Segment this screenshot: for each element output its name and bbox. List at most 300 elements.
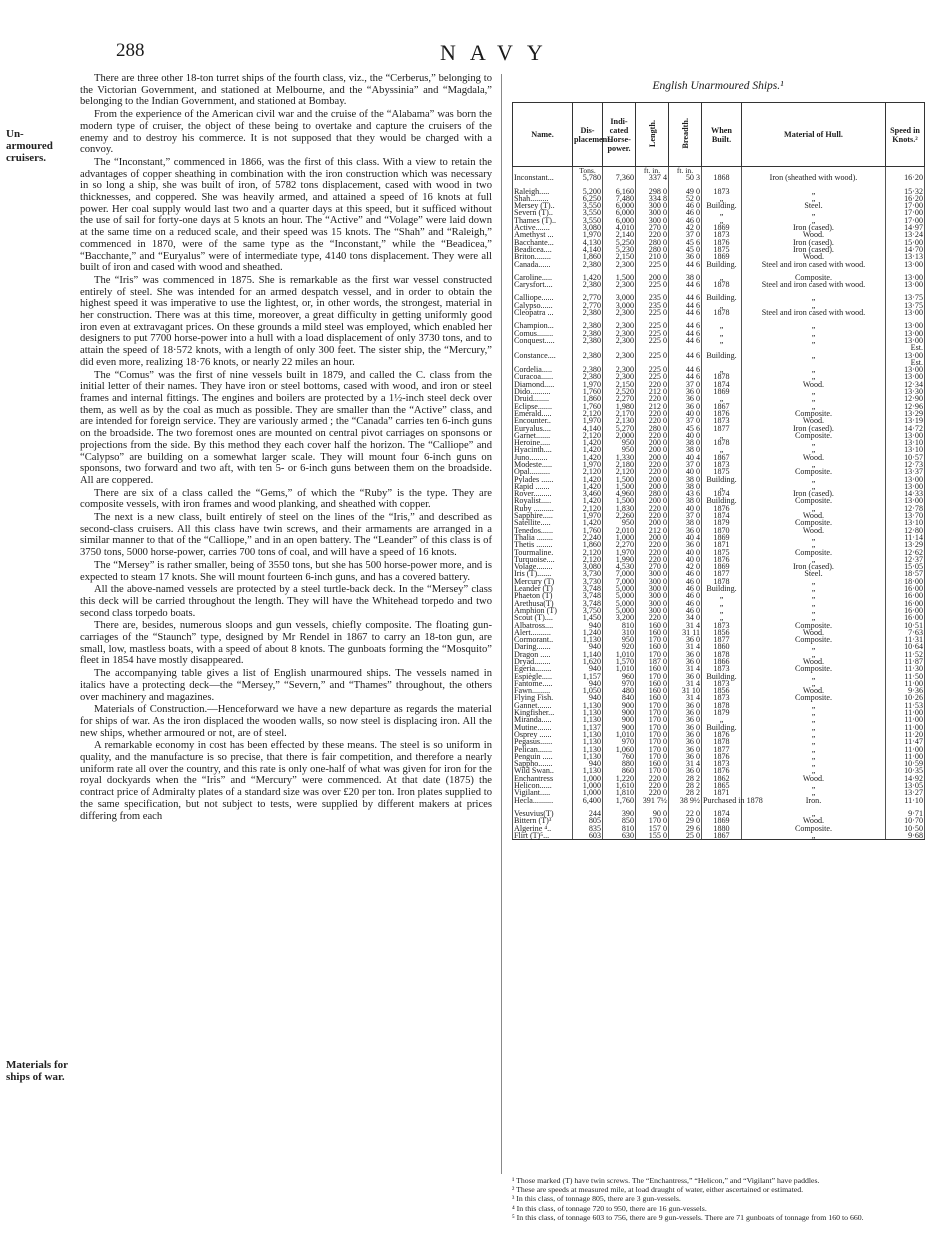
table-cell: 6,000 [603, 217, 636, 224]
table-cell: „ [742, 738, 886, 745]
table-cell: 11·14 [886, 534, 925, 541]
table-cell: 1869 [702, 563, 742, 570]
table-cell: Bittern (T)³ [513, 817, 573, 824]
table-row [513, 174, 925, 181]
table-cell: Constance.... [513, 352, 573, 359]
table-cell: „ [742, 592, 886, 599]
table-cell: 300 0 [636, 600, 669, 607]
table-cell: Hecla.......... [513, 797, 573, 804]
table-cell: 160 0 [636, 622, 669, 629]
table-cell: 42 0 [669, 563, 702, 570]
table-cell: 46 0 [669, 600, 702, 607]
table-cell: 2,240 [573, 534, 603, 541]
table-cell: 1,010 [603, 665, 636, 672]
table-cell: 13·27 [886, 789, 925, 796]
table-cell: 1878 [702, 651, 742, 658]
table-cell: 1,130 [573, 716, 603, 723]
table-cell: 1876 [702, 505, 742, 512]
table-cell: 45 0 [669, 246, 702, 253]
table-cell: 46 0 [669, 607, 702, 614]
table-cell: 300 0 [636, 217, 669, 224]
table-cell: 7,360 [603, 174, 636, 181]
table-cell: 3,748 [573, 600, 603, 607]
table-cell: 950 [603, 519, 636, 526]
column-divider [501, 74, 502, 1174]
table-cell: 200 0 [636, 534, 669, 541]
table-cell: Carysfort.... [513, 281, 573, 288]
table-cell: Caroline..... [513, 274, 573, 281]
table-cell: 1,420 [573, 497, 603, 504]
table-cell: Tourmaline. [513, 549, 573, 556]
table-cell: „ [742, 483, 886, 490]
table-cell: 1,000 [573, 775, 603, 782]
table-cell: 11·00 [886, 680, 925, 687]
table-cell: Iron (cased). [742, 563, 886, 570]
table-cell: 225 0 [636, 366, 669, 373]
table-cell: Egeria........ [513, 665, 573, 672]
table-cell: 1,157 [573, 673, 603, 680]
table-row [513, 261, 925, 268]
table-cell: 42 0 [669, 224, 702, 231]
table-row [513, 322, 925, 329]
table-cell: 13·75 [886, 294, 925, 301]
table-cell: 14·72 [886, 425, 925, 432]
table-cell: 18·57 [886, 570, 925, 577]
table-cell: 1,610 [603, 782, 636, 789]
margin-note-materials: Materials for ships of war. [6, 1059, 68, 1083]
table-cell: 390 [603, 810, 636, 817]
table-cell: Wood. [742, 687, 886, 694]
table-cell: „ [742, 731, 886, 738]
body-paragraph: The “Iris” was commenced in 1875. She is remarkable as the first war vessel constructed entirely of steel. She was intended for an armed despatch vessel, and in order to obtain the highest speed it was imperative to use the lightest, or, in other words, the strongest, material in her construction. There was at this time, moreover, a great difficulty in getting uniformly good iron even at extravagant prices. On these grounds a mild steel was employed, which enabled her designers to put 7700 horse-power into a hull with a load displacement of only 3730 tons, and to attain the speed of 18·572 knots, with a length of only 300 feet. The sister ship, the “Mercury,” did even more, realizing 18·76 knots, or nearly 22 miles an hour. [80, 274, 492, 368]
table-cell: 1,420 [573, 519, 603, 526]
table-cell: 2,520 [603, 388, 636, 395]
table-cell: Bacchante... [513, 239, 573, 246]
table-cell: 1,130 [573, 636, 603, 643]
table-cell: 1876 [702, 239, 742, 246]
table-cell: Dragon ..... [513, 651, 573, 658]
table-cell: 1,420 [573, 483, 603, 490]
table-cell: Composite. [742, 468, 886, 475]
table-cell: 480 [603, 687, 636, 694]
table-cell: Composite. [742, 519, 886, 526]
table-cell: „ [742, 395, 886, 402]
table-cell: 13·29 [886, 410, 925, 417]
table-cell: „ [742, 446, 886, 453]
table-cell: Emerald..... [513, 410, 573, 417]
table-cell: Cleopatra ... [513, 309, 573, 316]
table-cell: 2,120 [573, 549, 603, 556]
table-row [513, 709, 925, 716]
table-cell: 2,380 [573, 352, 603, 359]
table-cell: 160 0 [636, 643, 669, 650]
table-row [513, 352, 925, 359]
table-cell: „ [742, 352, 886, 359]
table-cell: 2,010 [603, 527, 636, 534]
table-cell: Thetis ........ [513, 541, 573, 548]
table-cell: 13·00 [886, 309, 925, 316]
table-cell: 13·10 [886, 519, 925, 526]
table-cell: 12·73 [886, 461, 925, 468]
table-cell: Daring....... [513, 643, 573, 650]
table-cell: Ruby .......... [513, 505, 573, 512]
table-cell: 12·37 [886, 556, 925, 563]
table-cell: 36 0 [669, 395, 702, 402]
table-cell: 1,240 [573, 629, 603, 636]
table-cell: 1873 [702, 680, 742, 687]
table-cell: 44 6 [669, 281, 702, 288]
table-cell: 940 [573, 622, 603, 629]
table-cell: 13·00 [886, 497, 925, 504]
table-cell: 310 [603, 629, 636, 636]
table-cell: 760 [603, 753, 636, 760]
table-cell: 1877 [702, 425, 742, 432]
page-number: 288 [116, 40, 145, 61]
table-cell: 170 0 [636, 702, 669, 709]
table-cell: 7,000 [603, 578, 636, 585]
table-cell: 25 0 [669, 832, 702, 840]
table-cell: 3,200 [603, 614, 636, 621]
table-cell: 1875 [702, 246, 742, 253]
table-cell: „ [742, 505, 886, 512]
table-cell: 4,140 [573, 246, 603, 253]
table-cell: 1,000 [573, 782, 603, 789]
table-cell: 155 0 [636, 832, 669, 840]
table-cell: 2,380 [573, 373, 603, 380]
table-cell: 220 0 [636, 614, 669, 621]
table-cell: 170 0 [636, 746, 669, 753]
table-cell: „ [742, 476, 886, 483]
table-cell: 170 0 [636, 636, 669, 643]
footnotes [512, 1176, 924, 1222]
table-cell: 3,080 [573, 563, 603, 570]
table-cell: 1,420 [573, 439, 603, 446]
table-cell: 2,380 [573, 366, 603, 373]
col-header-horsepower: Indi-cated Horse-power. [603, 103, 636, 167]
table-cell: 2,300 [603, 322, 636, 329]
table-cell: 2,380 [573, 337, 603, 344]
table-cell: „ [702, 366, 742, 373]
table-cell: 225 0 [636, 322, 669, 329]
table-cell: „ [702, 607, 742, 614]
table-cell: 2,380 [573, 281, 603, 288]
table-cell: 212 0 [636, 403, 669, 410]
table-cell: 1877 [702, 746, 742, 753]
table-cell: Steel. [742, 570, 886, 577]
table-cell: Active....... [513, 224, 573, 231]
table-cell: Kingfisher... [513, 709, 573, 716]
col-header-breadth [669, 103, 702, 167]
table-cell: „ [702, 592, 742, 599]
units-cell: ft. in. [669, 167, 702, 175]
table-cell: Opal.......... [513, 468, 573, 475]
table-cell: Composite. [742, 825, 886, 832]
table-cell: Iron. [742, 797, 886, 804]
table-cell: 1873 [702, 694, 742, 701]
table-cell: 1,570 [603, 658, 636, 665]
table-cell: 225 0 [636, 373, 669, 380]
table-cell: Composite. [742, 432, 886, 439]
body-paragraph: The “Mersey” is rather smaller, being of 3550 tons, but she has 500 horse-power more, and is expected to steam 17 knots. She will mount fourteen 6-inch guns, and has a covered battery. [80, 559, 492, 583]
table-cell: Helicon...... [513, 782, 573, 789]
col-header-material: Material of Hull. [742, 103, 886, 167]
table-cell: 2,380 [573, 322, 603, 329]
table-cell: „ [702, 274, 742, 281]
table-cell: 36 0 [669, 541, 702, 548]
table-cell: 38 0 [669, 446, 702, 453]
table-cell: 37 0 [669, 512, 702, 519]
table-row [513, 592, 925, 599]
table-cell: 5,270 [603, 425, 636, 432]
table-cell: Flying Fish. [513, 694, 573, 701]
body-paragraph: The accompanying table gives a list of English unarmoured ships. The vessels named in italics have a protecting deck—the “Mersey,” “Severn,” and “Thames” throughout, the others over machinery and magazines. [80, 668, 492, 703]
table-cell: 900 [603, 724, 636, 731]
table-cell: Tenedos...... [513, 527, 573, 534]
table-row [513, 439, 925, 446]
units-cell: Tons. [573, 167, 603, 175]
table-cell: 36 0 [669, 673, 702, 680]
table-cell: 1870 [702, 527, 742, 534]
body-paragraph: The next is a new class, built entirely of steel on the lines of the “Iris,” and described as second-class cruisers. All this class have twin screws, and their armaments are arranged in a similar manner to that of the “Calliope,” and in an open battery. The “Leander” of this class is of 3750 tons, 5000 horse-power, carries 700 tons of coal, and will have a speed of 16 knots. [80, 512, 492, 559]
table-cell: 12·96 [886, 403, 925, 410]
table-cell: Vigilant..... [513, 789, 573, 796]
table-cell: 2,380 [573, 261, 603, 268]
table-cell: „ [742, 760, 886, 767]
table-cell: 880 [603, 760, 636, 767]
table-cell: „ [742, 585, 886, 592]
table-cell: 13·00 [886, 483, 925, 490]
table-row [513, 281, 925, 288]
table-cell: 6,000 [603, 202, 636, 209]
table-cell: 1878 [702, 309, 742, 316]
table-cell: 170 0 [636, 651, 669, 658]
table-cell: 31 11 [669, 629, 702, 636]
table-cell: 3,750 [573, 607, 603, 614]
table-cell: 2,150 [603, 253, 636, 260]
table-cell: 200 0 [636, 454, 669, 461]
table-cell: 940 [573, 760, 603, 767]
table-cell: 225 0 [636, 337, 669, 344]
table-cell: Composite. [742, 665, 886, 672]
table-cell: „ [702, 432, 742, 439]
table-cell: 170 0 [636, 767, 669, 774]
table-cell: 1,970 [603, 549, 636, 556]
table-cell: 10·59 [886, 760, 925, 767]
table-cell: 1878 [702, 738, 742, 745]
table-cell: 90 0 [636, 810, 669, 817]
table-cell: „ [742, 789, 886, 796]
table-cell: 1,500 [603, 483, 636, 490]
table-cell: Building. [702, 261, 742, 268]
table-cell: 44 6 [669, 322, 702, 329]
table-cell: 38 0 [669, 519, 702, 526]
table-cell: Mersey (T).. [513, 202, 573, 209]
table-cell: „ [742, 403, 886, 410]
table-cell: 15·00 [886, 239, 925, 246]
table-cell: 200 0 [636, 274, 669, 281]
table-cell: 38 9½ [669, 797, 702, 804]
table-cell: „ [742, 767, 886, 774]
table-cell: 5,000 [603, 600, 636, 607]
table-cell: 45 6 [669, 239, 702, 246]
table-cell: 11·10 [886, 797, 925, 804]
table-cell: Iron (sheathed with wood). [742, 174, 886, 181]
table-cell: „ [702, 195, 742, 202]
table-cell: 31 10 [669, 687, 702, 694]
table-cell: 10·70 [886, 817, 925, 824]
table-cell: 1,830 [603, 505, 636, 512]
table-cell: 4,530 [603, 563, 636, 570]
table-cell: 220 0 [636, 432, 669, 439]
table-cell: 6,160 [603, 188, 636, 195]
table-cell: 1866 [702, 658, 742, 665]
table-cell: „ [742, 724, 886, 731]
table-cell: 220 0 [636, 417, 669, 424]
ships-table-wrapper [512, 102, 924, 840]
table-cell: 1869 [702, 224, 742, 231]
table-cell: Iron (cased). [742, 490, 886, 497]
table-cell: 10·57 [886, 454, 925, 461]
table-cell: 36 0 [669, 746, 702, 753]
table-cell: 37 0 [669, 231, 702, 238]
table-cell: 13·00 [886, 281, 925, 288]
table-cell: Inconstant... [513, 174, 573, 181]
table-cell: 9·68 [886, 832, 925, 840]
table-cell: „ [702, 302, 742, 309]
table-cell: 220 0 [636, 231, 669, 238]
table-cell: 37 0 [669, 381, 702, 388]
table-cell: 38 0 [669, 497, 702, 504]
table-cell: „ [702, 330, 742, 337]
table-cell: 300 0 [636, 570, 669, 577]
body-paragraph: There are three other 18-ton turret ships of the fourth class, viz., the “Cerberus,” belonging to the Victorian Government, and stationed at Melbourne, and the “Abyssinia” and “Magdala,” belonging to the Indian Government, and stationed at Bombay. [80, 73, 492, 108]
table-cell: „ [742, 810, 886, 817]
table-cell: 2,260 [603, 512, 636, 519]
table-cell: 1,130 [573, 753, 603, 760]
table-cell: 1,010 [603, 651, 636, 658]
table-cell: 12·78 [886, 505, 925, 512]
table-cell: 5,000 [603, 592, 636, 599]
table-row [513, 309, 925, 316]
table-cell: 17·00 [886, 217, 925, 224]
table-cell: „ [742, 302, 886, 309]
col-header-when-built: When Built. [702, 103, 742, 167]
table-cell: 200 0 [636, 483, 669, 490]
footnote: ² These are speeds at measured mile, at load draught of water, either ascertained or estimated. [512, 1185, 804, 1195]
table-row [513, 832, 925, 840]
table-cell: Wood. [742, 253, 886, 260]
table-cell: Encounter.. [513, 417, 573, 424]
table-cell: 160 0 [636, 665, 669, 672]
table-cell: 220 0 [636, 410, 669, 417]
table-cell: 2,120 [573, 410, 603, 417]
table-cell: Wood. [742, 381, 886, 388]
table-cell: 1,050 [573, 687, 603, 694]
table-cell: 2,270 [603, 541, 636, 548]
table-cell: 16·00 [886, 600, 925, 607]
table-cell: Thalia ........ [513, 534, 573, 541]
table-cell: 46 0 [669, 578, 702, 585]
table-cell: Wood. [742, 775, 886, 782]
table-cell: „ [742, 541, 886, 548]
table-cell: Building. [702, 585, 742, 592]
table-cell: 12·34 [886, 381, 925, 388]
table-cell: Est. [886, 344, 925, 351]
table-cell: „ [702, 600, 742, 607]
table-body [513, 167, 925, 840]
table-cell: 225 0 [636, 309, 669, 316]
footnote: ⁵ In this class, of tonnage 603 to 756, there are 9 gun-vessels. There are 71 gunboats of tonnage from 160 to 660. [512, 1212, 864, 1222]
table-cell: 1,420 [573, 476, 603, 483]
table-cell: 1879 [702, 519, 742, 526]
table-cell: 2,120 [603, 468, 636, 475]
table-cell: 170 0 [636, 738, 669, 745]
table-cell: 1878 [702, 578, 742, 585]
table-cell: 810 [603, 622, 636, 629]
table-cell: Mercury (T) [513, 578, 573, 585]
table-cell: Steel. [742, 202, 886, 209]
table-cell: Pelican....... [513, 746, 573, 753]
table-cell: 31 4 [669, 680, 702, 687]
footnote: ⁴ In this class, of tonnage 720 to 950, there are 16 gun-vessels. [512, 1203, 707, 1213]
table-cell: 940 [573, 694, 603, 701]
units-cell: ft. in. [636, 167, 669, 175]
table-cell: Briton........ [513, 253, 573, 260]
table-cell: 3,000 [603, 294, 636, 301]
table-cell: 36 0 [669, 636, 702, 643]
table-cell: 13·00 [886, 352, 925, 359]
table-cell: „ [742, 366, 886, 373]
table-cell: „ [742, 439, 886, 446]
table-cell: „ [742, 600, 886, 607]
table-cell: Flirt (T)⁵... [513, 832, 573, 840]
table-cell: Building. [702, 294, 742, 301]
table-cell: „ [742, 782, 886, 789]
table-cell: 5,780 [573, 174, 603, 181]
table-cell: 280 0 [636, 490, 669, 497]
table-cell: 36 0 [669, 738, 702, 745]
table-cell: 1869 [702, 253, 742, 260]
table-cell: 13·00 [886, 476, 925, 483]
table-cell: 45 6 [669, 425, 702, 432]
table-cell: 1856 [702, 629, 742, 636]
table-cell: 22 0 [669, 810, 702, 817]
table-cell: 920 [603, 643, 636, 650]
table-cell: 1874 [702, 810, 742, 817]
table-cell: Composite. [742, 549, 886, 556]
table-cell: 840 [603, 694, 636, 701]
table-cell: 18·00 [886, 578, 925, 585]
table-cell: 212 0 [636, 388, 669, 395]
table-row [513, 585, 925, 592]
table-cell: Modeste..... [513, 461, 573, 468]
table-cell: 300 0 [636, 209, 669, 216]
table-cell: 15·32 [886, 188, 925, 195]
table-cell: 40 0 [669, 432, 702, 439]
table-cell: 970 [603, 680, 636, 687]
table-cell: 300 0 [636, 607, 669, 614]
table-cell: Cormorant.. [513, 636, 573, 643]
table-cell: Purchased in 1878 [703, 795, 763, 805]
table-cell: 13·75 [886, 302, 925, 309]
table-cell: Comus........ [513, 330, 573, 337]
table-cell: 11·50 [886, 673, 925, 680]
table-cell: 10·64 [886, 643, 925, 650]
table-cell: 220 0 [636, 461, 669, 468]
table-cell: „ [742, 716, 886, 723]
table-cell: 1874 [702, 512, 742, 519]
table-cell: 1,970 [573, 417, 603, 424]
